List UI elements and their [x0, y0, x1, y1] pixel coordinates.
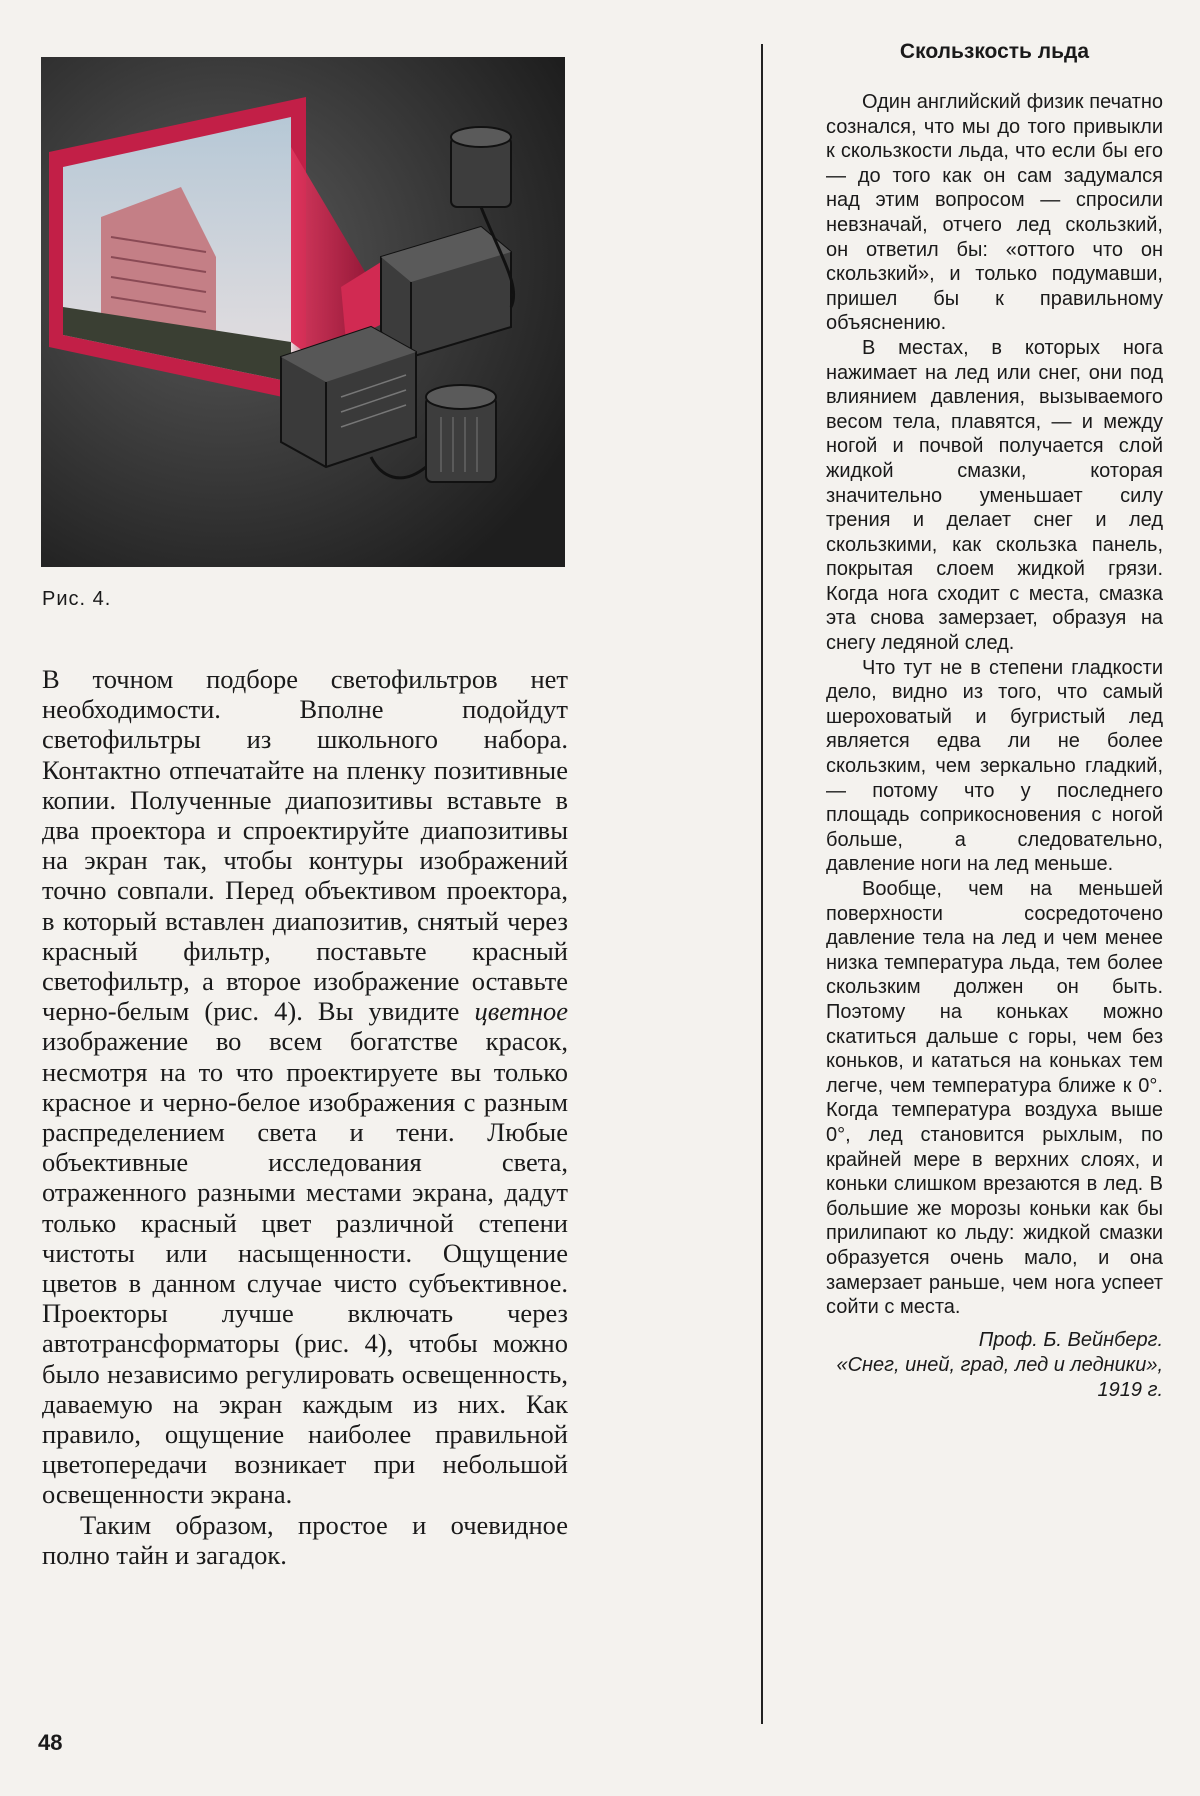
sidebar-title: Скользкость льда [899, 40, 1090, 63]
projector-illustration-svg [41, 57, 565, 567]
autotransformer-bottom [426, 385, 496, 482]
sidebar-article [826, 40, 1163, 1403]
projector-illustration [41, 57, 565, 567]
emphasis-color-word: цветное [474, 996, 568, 1027]
main-paragraph-2: Таким образом, простое и очевидное полно тайн и загадок. [42, 1509, 568, 1570]
signature-author: Проф. Б. Вейнберг. [978, 1328, 1163, 1351]
sidebar-body [826, 90, 1163, 1320]
page-number: 48 [38, 1730, 63, 1755]
main-paragraph-1-before: В точном подборе светофильтров нет необходимости. Вполне подойдут светофильтры из школьного набора. Контактно отпечатайте на пленку позитивные копии. Полученные диапозитивы вставьте в два проектора и спроектируйте диапозитивы на экран так, чтобы контуры изображений точно совпали. Перед объективом проектора, в который вставлен диапозитив, снятый через красный фильтр, поставьте красный светофильтр, а второе изображение оставьте черно-белым (рис. 4). Вы увидите [42, 664, 568, 1027]
main-article-text [42, 664, 568, 1570]
main-paragraph-1-after: изображение во всем богатстве красок, несмотря на то что проектируете вы только красное и черно-белое изображения с разным распределением света и тени. Любые объективные исследования света, отраженного разными местами экрана, дадут только красный цвет различной степени чистоты или насыщенности. Ощущение цветов в данном случае чисто субъективное. Проекторы лучше включать через автотрансформаторы (рис. 4), чтобы можно было независимо регулировать освещенность, даваемую на экран каждым из них. Как правило, ощущение наиболее правильной цветопередачи возникает при небольшой освещенности экрана. [42, 1026, 568, 1510]
column-divider [761, 44, 763, 1724]
sidebar-paragraph: Вообще, чем на меньшей поверхности сосредоточено давление тела на лед и чем менее низка температура льда, тем более скользким должен он быть. Поэтому на коньках можно скатиться дальше с горы, чем без коньков, и кататься на коньках тем легче, чем температура ближе к 0°. Когда температура воздуха выше 0°, лед становится рыхлым, по крайней мере в верхних слоях, и коньки слишком врезаются в лед. В большие же морозы коньки как бы прилипают ко льду: жидкой смазки образуется очень мало, и она замерзает раньше, чем нога успеет сойти с места. [826, 878, 1163, 1319]
figure-caption: Рис. 4. [42, 588, 112, 610]
signature-source: «Снег, иней, град, лед и ледники», 1919 г. [836, 1353, 1163, 1401]
sidebar-signature [826, 1328, 1163, 1403]
sidebar-paragraph: В местах, в которых нога нажимает на лед или снег, они под влиянием давления, вызываемого весом тела, плавятся, — и между ногой и почвой получается слой жидкой смазки, которая значительно уменьшает силу трения и делает снег и лед скользкими, как скользка панель, покрытая слоем жидкой грязи. Когда нога сходит с места, смазка эта снова замерзает, образуя на снегу ледяной след. [826, 336, 1163, 655]
main-paragraph-1 [42, 664, 568, 1510]
sidebar-paragraph: Что тут не в степени гладкости дело, видно из того, что самый шероховатый и бугристый лед является едва ли не более скользким, чем зеркально гладкий, — потому что у последнего площадь соприкосновения с ногой больше, а следовательно, давление ноги на лед меньше. [826, 656, 1163, 876]
sidebar-paragraph: Один английский физик печатно сознался, что мы до того привыкли к скользкости льда, что если бы его — до того как он сам задумался над этим вопросом — спросили невзначай, отчего лед скользкий, он ответил бы: «оттого что он скользкий», и только подумавши, пришел бы к правильному объяснению. [826, 91, 1163, 335]
autotransformer-top [451, 127, 511, 207]
